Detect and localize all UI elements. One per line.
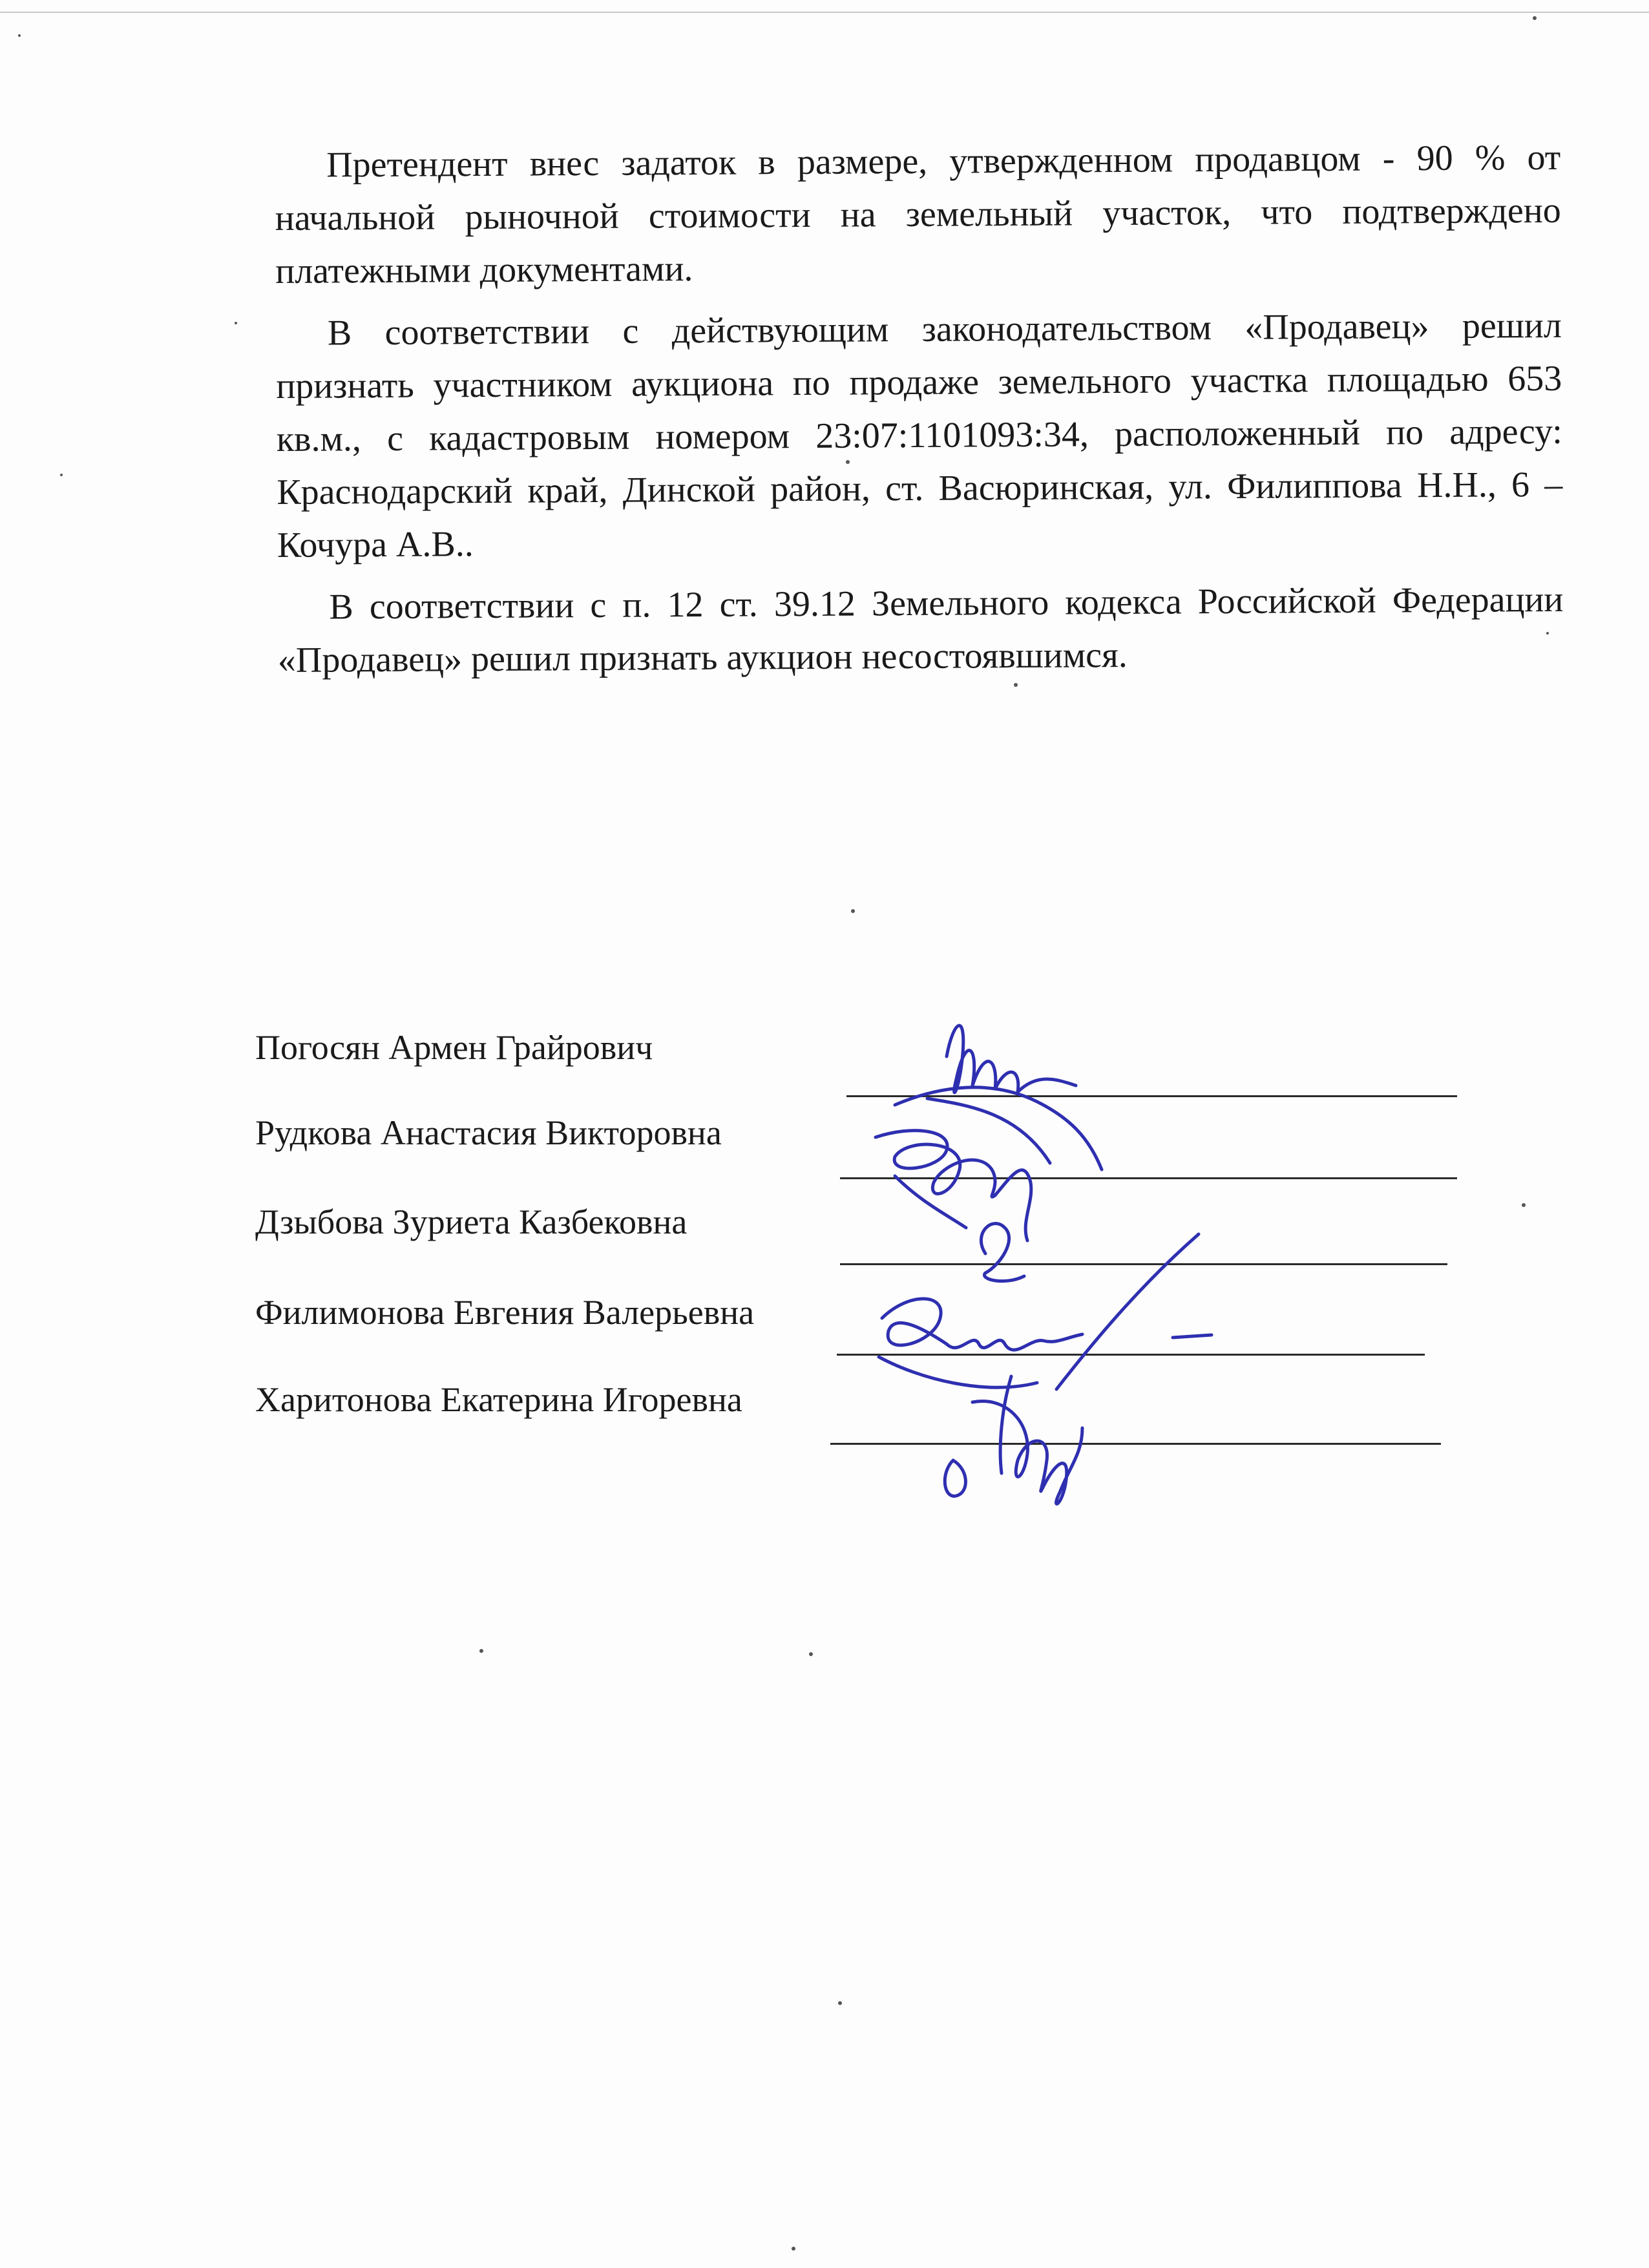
- signatory-name: Погосян Армен Грайрович: [255, 1028, 653, 1067]
- signatory-name: Рудкова Анастасия Викторовна: [255, 1113, 722, 1152]
- signatory-name: Харитонова Екатерина Игоревна: [255, 1380, 742, 1419]
- signatory-name: Филимонова Евгения Валерьевна: [255, 1293, 755, 1332]
- signatory-name: Дзыбова Зуриета Казбековна: [255, 1202, 688, 1241]
- paragraph-deposit: Претендент внес задаток в размере, утвержденном продавцом - 90 % от начальной рыночной стоимости на земельный участок, что подтверждено платежными документами.: [275, 137, 1561, 291]
- paragraph-auction-failed: В соответствии с п. 12 ст. 39.12 Земельного кодекса Российской Федерации «Продавец» решил признать аукцион несостоявшимся.: [277, 579, 1564, 680]
- paragraph-participant: В соответствии с действующим законодательством «Продавец» решил признать участником аукциона по продаже земельного участка площадью 653 кв.м., с кадастровым номером 23:07:1101093:34, расположенный по адресу: Краснодарский край, Динской район, ст. Васюринская, ул. Филиппова Н.Н., 6 – Кочура А.В..: [276, 305, 1563, 565]
